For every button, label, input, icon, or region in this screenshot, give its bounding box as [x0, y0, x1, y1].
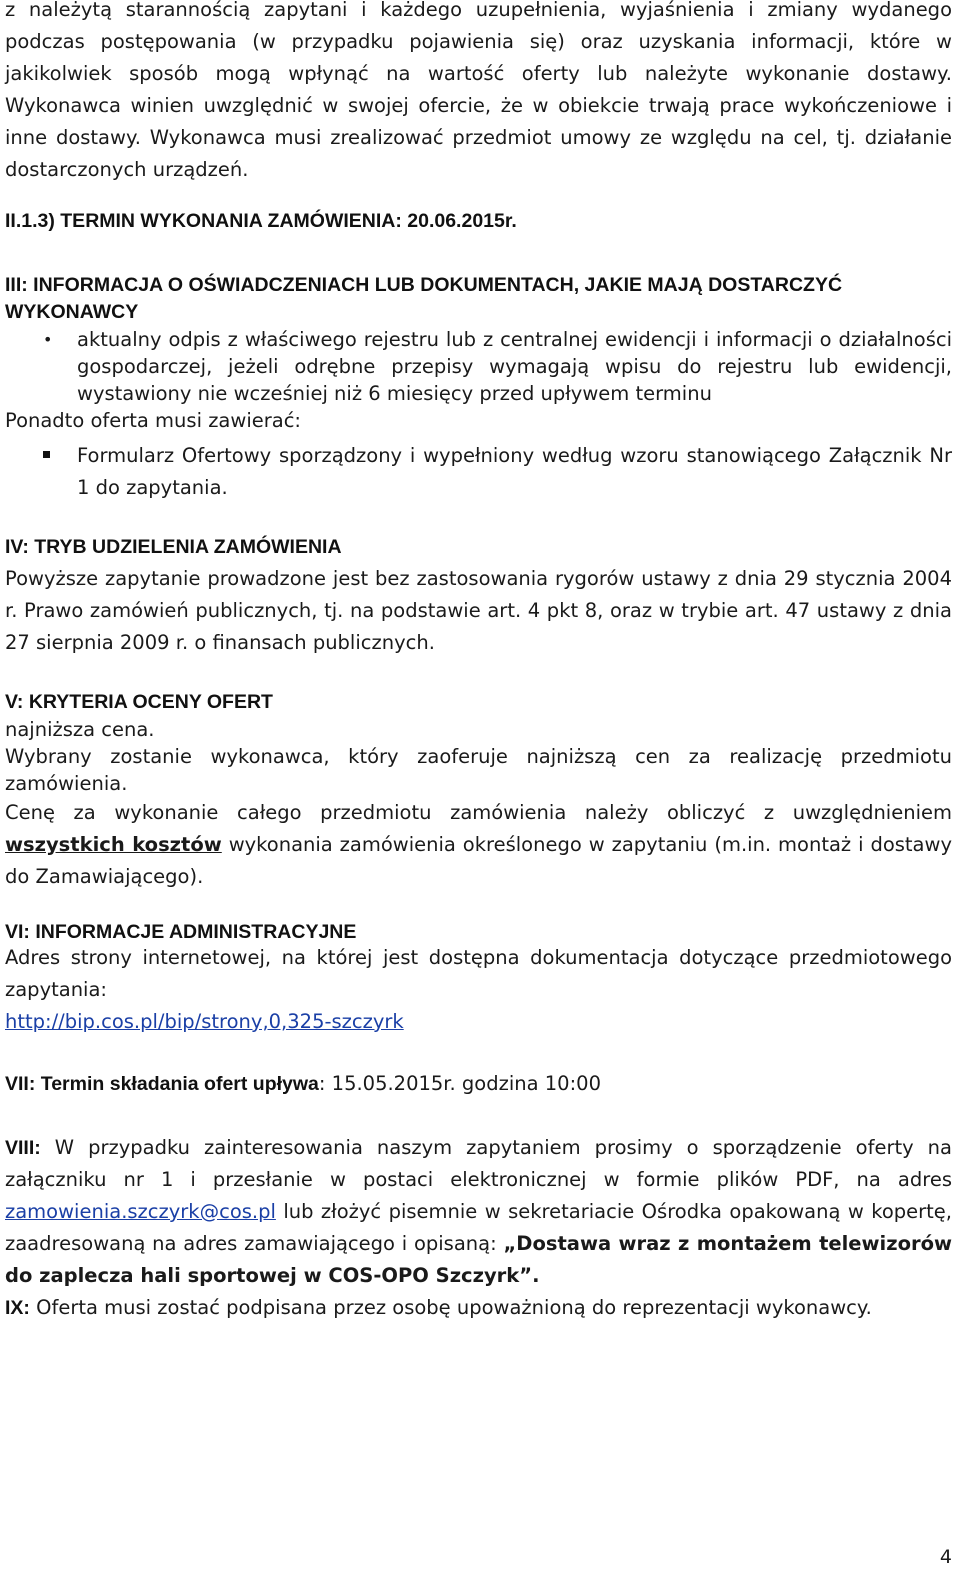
intro-paragraph: z należytą starannością zapytani i każdego uzupełnienia, wyjaśnienia i zmiany wydanego podczas postępowania (w przypadku pojawienia się) oraz uzyskania informacji, które w jakikolwiek sposób mogą wpłynąć na wartość oferty lub należyte wykonanie dostawy. Wykonawca winien uwzględnić w swojej ofercie, że w obiekcie trwają prace wykończeniowe i inne dostawy. Wykonawca musi zrealizować przedmiot umowy ze względu na cel, tj. działanie dostarczonych urządzeń. [5, 0, 952, 181]
section-vi-heading: VI: INFORMACJE ADMINISTRACYJNE [5, 921, 357, 943]
section-iv-heading: IV: TRYB UDZIELENIA ZAMÓWIENIA [5, 536, 342, 558]
section-iv-text: Powyższe zapytanie prowadzone jest bez zastosowania rygorów ustawy z dnia 29 stycznia 2004 r. Prawo zamówień publicznych, tj. na podstawie art. 4 pkt 8, oraz w trybie art. 47 ustawy z dnia 27 sierpnia 2009 r. o finansach publicznych. [5, 567, 952, 654]
section-ii-heading: II.1.3) TERMIN WYKONANIA ZAMÓWIENIA: 20.06.2015r. [5, 210, 517, 232]
section-iii-heading: III: INFORMACJA O OŚWIADCZENIACH LUB DOKUMENTACH, JAKIE MAJĄ DOSTARCZYĆ WYKONAWCY [5, 274, 843, 323]
section-ix-label: IX: [5, 1297, 30, 1319]
all-costs-emphasis: wszystkich kosztów [5, 833, 222, 856]
section-viii-text [5, 1132, 952, 1292]
section-ix-text [5, 1292, 952, 1324]
offer-contents-intro: Ponadto oferta musi zawierać: [5, 409, 301, 432]
criteria-line: najniższa cena. [5, 718, 155, 741]
documents-bullet-list [5, 326, 952, 407]
offer-contents-list [5, 440, 952, 504]
documentation-link[interactable]: http://bip.cos.pl/bip/strony,0,325-szczyrk [5, 1010, 404, 1033]
contact-email-link[interactable]: zamowienia.szczyrk@cos.pl [5, 1200, 276, 1223]
price-calculation-text [5, 797, 952, 893]
section-viii-label: VIII: [5, 1137, 41, 1159]
envelope-description-end: ”. [519, 1264, 540, 1287]
submission-text: lub złożyć pisemnie w sekretariacie Ośrodka opakowaną w kopertę, zaadresowaną na adres zamawiającego i opisaną: [5, 1200, 952, 1255]
price-text-part: Cenę za wykonanie całego przedmiotu zamówienia należy obliczyć z uwzględnieniem [5, 801, 952, 824]
section-vii-line [5, 1068, 952, 1100]
section-v-heading: V: KRYTERIA OCENY OFERT [5, 691, 273, 713]
list-item: • aktualny odpis z właściwego rejestru lub z centralnej ewidencji i informacji o działalności gospodarczej, jeżeli odrębne przepisy wymagają wpisu do rejestru lub ewidencji, wystawiony nie wcześniej niż 6 miesięcy przed upływem terminu [77, 326, 952, 407]
price-text-part: wykonania zamówienia określonego w zapytaniu (m.in. montaż i dostawy do Zamawiającego). [5, 833, 952, 888]
document-page [5, 0, 952, 1324]
envelope-description: „Dostawa wraz z montażem telewizorów do zaplecza hali sportowej w COS-OPO Szczyrk [5, 1232, 952, 1287]
section-vi-text: Adres strony internetowej, na której jest dostępna dokumentacja dotyczące przedmiotowego zapytania: [5, 946, 952, 1001]
criteria-line: Wybrany zostanie wykonawca, który zaoferuje najniższą cen za realizację przedmiotu zamówienia. [5, 745, 952, 795]
documentation-link-line [5, 1006, 952, 1038]
signature-requirement: Oferta musi zostać podpisana przez osobę upoważnioną do reprezentacji wykonawcy. [29, 1296, 872, 1319]
submission-text: W przypadku zainteresowania naszym zapytaniem prosimy o sporządzenie oferty na załączniku nr 1 i przesłanie w postaci elektronicznej w formie plików PDF, na adres [5, 1136, 952, 1191]
page-number: 4 [939, 1546, 952, 1568]
section-vii-label: VII: Termin składania ofert upływa [5, 1073, 319, 1095]
deadline-value: : 15.05.2015r. godzina 10:00 [318, 1072, 601, 1095]
list-item: Formularz Ofertowy sporządzony i wypełniony według wzoru stanowiącego Załącznik Nr 1 do zapytania. [77, 440, 952, 504]
